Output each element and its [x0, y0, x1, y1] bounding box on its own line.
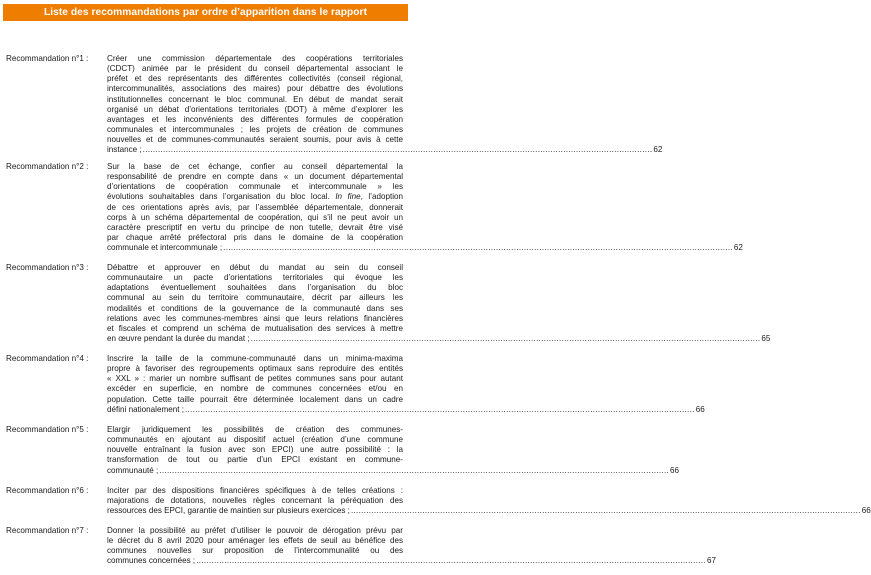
- recommendation-text-line: population. Cette taille pourrait être déterminée localement dans un cadre: [107, 394, 403, 404]
- dot-leader: ........................................................................................................................................................................................................: [159, 465, 670, 475]
- recommendation-last-line: [107, 145, 663, 155]
- page-number: 62: [733, 243, 743, 253]
- page-number: 62: [653, 145, 663, 155]
- recommendation-last-line: [107, 465, 680, 476]
- recommendation-text-line: par chaque arrêté préfectoral pris dans le domaine de la coopération: [107, 232, 403, 242]
- recommendation-last-line: [107, 556, 716, 566]
- recommendation-label: Recommandation n°3 :: [6, 263, 89, 272]
- recommendation-text-line: le décret du 8 avril 2020 pour aménager les effets de seuil au bénéfice des: [107, 536, 403, 546]
- recommendation-text-line: communautaire un pacte d’orientations territoriales qui évoque les: [107, 273, 403, 283]
- recommendation-text: [107, 263, 771, 344]
- recommendation-text-line: Inciter par des dispositions financières spécifiques à de telles créations :: [107, 486, 403, 495]
- recommendation-text-line: évolutions souhaitables dans l’organisation du bloc local. In fine, l’adoption: [107, 192, 403, 202]
- recommendation-text: [107, 425, 680, 476]
- dot-leader: ........................................................................................................................................................................................................: [350, 506, 861, 516]
- recommendation-text-line: transformation de tout ou partie d’un EPCI existant en commune-: [107, 455, 403, 465]
- recommendation-text-line: en œuvre pendant la durée du mandat ;: [107, 333, 250, 343]
- recommendation-text-line: communes nouvelles sur proposition de l’intercommunalité ou des: [107, 546, 403, 556]
- recommendation-label: Recommandation n°2 :: [6, 162, 89, 171]
- recommendation-text-line: préfet et des représentants des différentes collectivités (conseil régional,: [107, 74, 403, 84]
- recommendation-text-line: Inscrire la taille de la commune-communauté dans un minima-maxima: [107, 354, 403, 363]
- recommendation-text-line: responsabilité de prendre en compte dans « un document départemental: [107, 172, 403, 182]
- recommendation-text-line: nouvelles et de communes-communautés seraient soumis, pour avis à cette: [107, 135, 403, 145]
- page-number: 66: [861, 506, 871, 516]
- recommendation-text-line: communes concernées ;: [107, 556, 196, 566]
- recommendation-text-line: Débattre et approuver en début du mandat au sein du conseil: [107, 263, 403, 272]
- recommendation-text-line: Créer une commission départementale des coopérations territoriales: [107, 54, 403, 63]
- dot-leader: ........................................................................................................................................................................................................: [142, 145, 653, 155]
- recommendation-text-line: majorations de dotations, nouvelles règles concernant la péréquation des: [107, 496, 403, 506]
- recommendation-last-line: [107, 506, 871, 516]
- recommendation-text: [107, 162, 743, 253]
- recommendation-text: [107, 526, 716, 567]
- recommendation-text-line: avantages et les inconvénients des différentes formules de coopération: [107, 114, 403, 124]
- recommendation-text-line: organisé un débat d’orientations territoriales (DOT) à même d’explorer les: [107, 104, 403, 114]
- page-number: 65: [761, 333, 771, 343]
- recommendation-text-line: nouvelle entraînant la fusion avec son EPCI) une autre possibilité : la: [107, 445, 403, 455]
- dot-leader: ........................................................................................................................................................................................................: [250, 333, 761, 343]
- dot-leader: ........................................................................................................................................................................................................: [184, 404, 695, 414]
- recommendation-text: [107, 354, 705, 415]
- recommendation-text-line: communales et intercommunales ; les projets de création de communes: [107, 124, 403, 134]
- recommendation-text: [107, 486, 871, 516]
- recommendation-text-line: Elargir juridiquement les possibilités de création des communes-: [107, 425, 403, 434]
- recommendation-label: Recommandation n°7 :: [6, 526, 89, 535]
- recommendation-last-line: [107, 404, 705, 415]
- recommendation-text-line: (CDCT) animée par le président du conseil départemental associant le: [107, 64, 403, 74]
- recommendation-text-line: corps à un schéma départemental de coopération, qui s’il ne peut avoir un: [107, 212, 403, 222]
- recommendation-text-line: « XXL » : marier un nombre suffisant de petites communes sans pour autant: [107, 374, 403, 384]
- recommendation-text-line: et fiscales et comprend un schéma de mutualisation des services à mettre: [107, 323, 403, 333]
- recommendation-text-line: communauté ;: [107, 465, 159, 475]
- recommendation-text-line: défini nationalement ;: [107, 404, 184, 414]
- recommendation-label: Recommandation n°1 :: [6, 54, 89, 63]
- emphasis-text: In fine: [335, 192, 361, 202]
- recommendation-label: Recommandation n°6 :: [6, 486, 89, 495]
- recommendation-text-line: instance ;: [107, 145, 142, 155]
- recommendation-label: Recommandation n°5 :: [6, 425, 89, 434]
- page-number: 67: [706, 556, 716, 566]
- recommendation-text-line: excéder en superficie, en nombre de communes concernées et/ou en: [107, 384, 403, 394]
- recommendation-text-line: Sur la base de cet échange, confier au conseil départemental la: [107, 162, 403, 171]
- dot-leader: ........................................................................................................................................................................................................: [223, 243, 733, 253]
- recommendation-text-line: adaptations éventuellement souhaitées dans l’organisation du bloc: [107, 283, 403, 293]
- recommendation-text-line: communal au sein du territoire communautaire, décrit par ailleurs les: [107, 293, 403, 303]
- recommendation-text-line: intercommunalités, associations des maires) pour débattre des évolutions: [107, 84, 403, 94]
- recommendation-text-line: de ces orientations après avis, par l’assemblée départementale, donnerait: [107, 202, 403, 212]
- recommendation-text: [107, 54, 663, 155]
- recommendation-text-line: Donner la possibilité au préfet d’utiliser le pouvoir de dérogation prévu par: [107, 526, 403, 535]
- recommendation-label: Recommandation n°4 :: [6, 354, 89, 363]
- recommendation-text-line: modalités et conditions de la gouvernance de la communauté dans ses: [107, 303, 403, 313]
- recommendation-text-line: relations avec les communes-membres ainsi que leurs relations financières: [107, 313, 403, 323]
- recommendation-last-line: [107, 333, 771, 344]
- dot-leader: ........................................................................................................................................................................................................: [196, 556, 706, 566]
- list-title-banner: Liste des recommandations par ordre d’apparition dans le rapport: [3, 4, 408, 21]
- page-number: 66: [670, 465, 680, 475]
- recommendation-text-line: propre à favoriser des regroupements optimaux sans reproduire des entités: [107, 364, 403, 374]
- recommendation-text-line: d’orientations de coopération communale et intercommunale » les: [107, 182, 403, 192]
- page-number: 66: [695, 404, 705, 414]
- recommendation-last-line: [107, 243, 743, 253]
- recommendation-text-line: institutionnelles concernant le bloc communal. En début de mandat serait: [107, 94, 403, 104]
- recommendation-text-line: ressources des EPCI, garantie de maintien sur plusieurs exercices ;: [107, 506, 350, 516]
- recommendation-text-line: communale et intercommunale ;: [107, 243, 223, 253]
- recommendation-text-line: communautés en ajoutant au dispositif actuel (création d’une commune: [107, 435, 403, 445]
- recommendation-text-line: caractère prescriptif en vertu du principe de non tutelle, devrait être visé: [107, 222, 403, 232]
